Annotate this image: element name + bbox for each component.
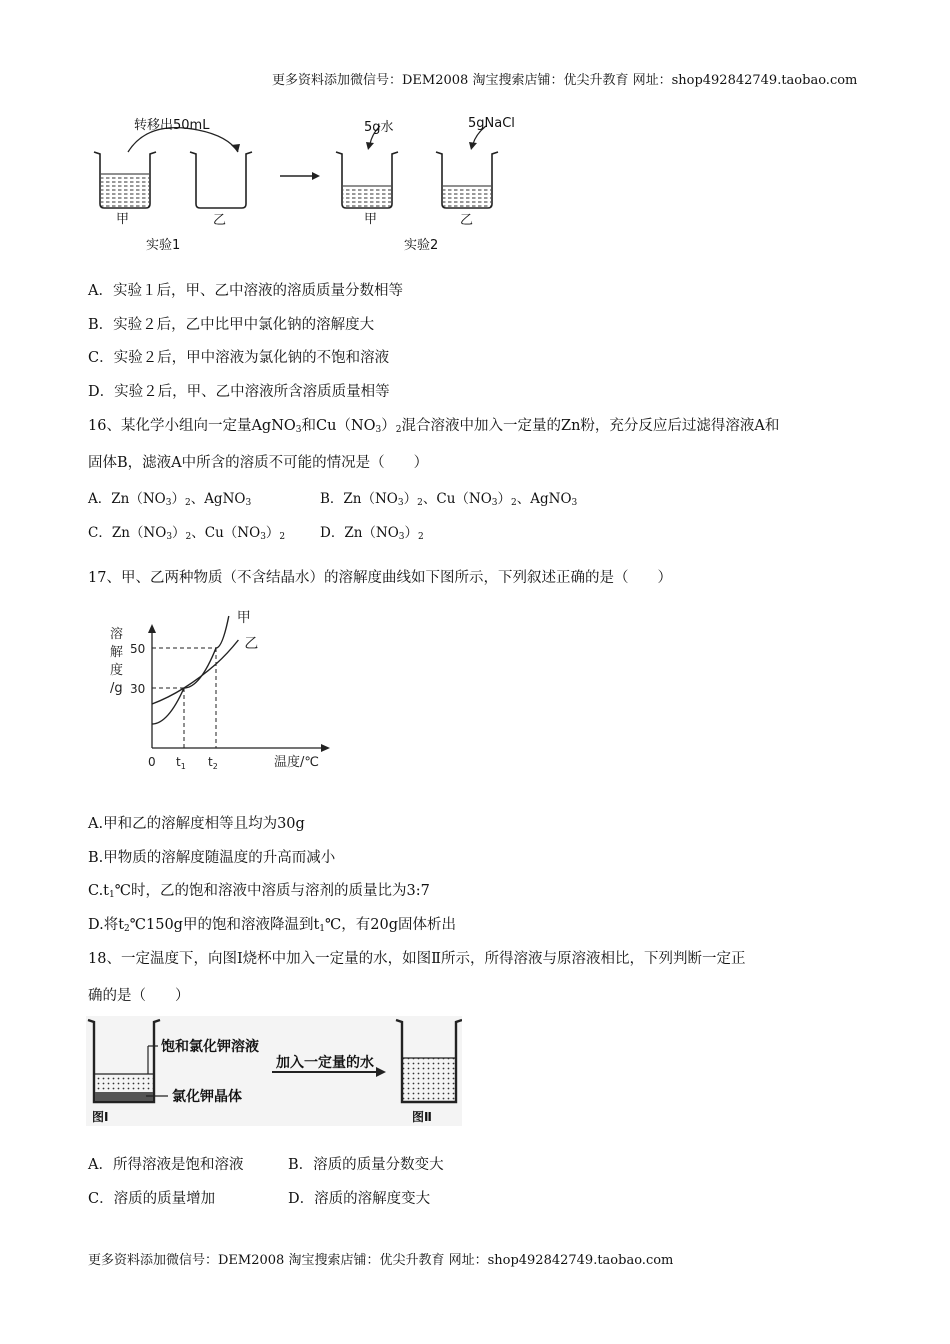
q15-option-a: A．实验１后，甲、乙中溶液的溶质质量分数相等: [88, 283, 403, 299]
x-tick-label-t1: $t_1$: [176, 755, 186, 771]
exp1-label: 实验1: [146, 238, 181, 253]
beaker-yi-2: [436, 152, 498, 208]
origin-label: 0: [148, 755, 156, 769]
y-axis-label-2: 度: [110, 663, 124, 678]
jia-label-1: 甲: [116, 212, 130, 227]
q17-option-a: A.甲和乙的溶解度相等且均为30g: [88, 816, 305, 832]
label-saturated-kcl: 饱和氯化钾溶液: [161, 1039, 259, 1055]
series-label-yi: 乙: [244, 636, 259, 652]
q15-option-c: C．实验２后，甲中溶液为氯化钠的不饱和溶液: [88, 350, 390, 366]
beaker-jia-1: [94, 152, 156, 208]
x-axis-arrow: [321, 744, 330, 752]
q17-option-b: B.甲物质的溶解度随温度的升高而减小: [88, 850, 336, 866]
q18-option-b: B．溶质的质量分数变大: [288, 1157, 444, 1173]
experiment-figure: [88, 112, 548, 257]
exp2-label: 实验2: [404, 238, 439, 253]
series-line-jia: [152, 616, 229, 724]
q17-option-c: $C.t_1℃$时，乙的饱和溶液中溶质与溶剂的质量比为3:7: [88, 883, 430, 900]
q16-stem-line2: 固体B，滤液A中所含的溶质不可能的情况是（ ）: [88, 455, 429, 471]
y-tick-label-30: 30: [130, 682, 146, 696]
q18-stem-line1: 18、一定温度下，向图Ⅰ烧杯中加入一定量的水，如图Ⅱ所示，所得溶液与原溶液相比，下列判断一定正: [88, 951, 746, 967]
label-kcl-crystal: 氯化钾晶体: [172, 1089, 242, 1105]
series-label-jia: 甲: [236, 610, 251, 626]
transfer-label: 转移出50mL: [134, 118, 210, 133]
yi-label-1: 乙: [213, 213, 227, 228]
y-axis-label-3: /g: [110, 681, 123, 696]
beaker-yi-1: [190, 152, 252, 208]
solubility-chart-svg: [104, 610, 344, 780]
page-footer: 更多资料添加微信号：DEM2008 淘宝搜索店铺：优尖升教育 网址：shop492842749.taobao.com: [88, 1253, 674, 1268]
jia-label-2: 甲: [364, 212, 378, 227]
q16-option-b: B．$Zn(NO_3)_2$、$Cu(NO_3)_2$、AgNO$_3$: [320, 491, 578, 508]
solubility-chart: [104, 610, 344, 780]
nacl-label: 5gNaCl: [468, 116, 515, 131]
y-axis-label-1: 解: [110, 645, 124, 660]
q18-option-a: A．所得溶液是饱和溶液: [88, 1157, 244, 1173]
label-fig-II: 图Ⅱ: [412, 1110, 432, 1124]
q16-option-d: D．$Zn(NO_3)_2$: [320, 525, 424, 542]
q15-option-d: D．实验２后，甲、乙中溶液所含溶质质量相等: [88, 384, 390, 400]
water-label: 5g水: [364, 120, 394, 135]
x-tick-label-t2: $t_2$: [208, 755, 218, 771]
q18-stem-line2: 确的是（ ）: [88, 988, 190, 1004]
label-fig-I: 图Ⅰ: [92, 1110, 109, 1124]
q17-stem: 17、甲、乙两种物质（不含结晶水）的溶解度曲线如下图所示，下列叙述正确的是（ ）: [88, 570, 672, 586]
x-axis-label: 温度/℃: [274, 755, 319, 770]
q18-option-c: C．溶质的质量增加: [88, 1191, 216, 1207]
kcl-figure: [86, 1016, 462, 1126]
y-axis-label-0: 溶: [110, 627, 124, 642]
q16-option-a: A．$Zn(NO_3)_2$、AgNO$_3$: [88, 491, 252, 508]
q16-option-c: C．$Zn(NO_3)_2$、$Cu(NO_3)_2$: [88, 525, 286, 542]
y-axis-arrow: [148, 624, 156, 633]
page-header: 更多资料添加微信号：DEM2008 淘宝搜索店铺：优尖升教育 网址：shop492842749.taobao.com: [272, 73, 858, 88]
label-add-water: 加入一定量的水: [276, 1055, 374, 1071]
kcl-diagram: [86, 1016, 462, 1126]
yi-label-2: 乙: [460, 213, 474, 228]
q17-option-d: D.将$t_2℃150g$甲的饱和溶液降温到$t_1℃$，有20g固体析出: [88, 917, 456, 934]
q18-option-d: D．溶质的溶解度变大: [288, 1191, 431, 1207]
q15-option-b: B．实验２后，乙中比甲中氯化钠的溶解度大: [88, 317, 375, 333]
y-tick-label-50: 50: [130, 642, 146, 656]
q16-stem-line1: 16、某化学小组向一定量AgNO$_3$和$Cu(NO_3)_2$混合溶液中加入一定量的Zn粉，充分反应后过滤得溶液A和: [88, 418, 780, 435]
series-line-yi: [152, 640, 238, 704]
beaker-jia-2: [336, 152, 398, 208]
